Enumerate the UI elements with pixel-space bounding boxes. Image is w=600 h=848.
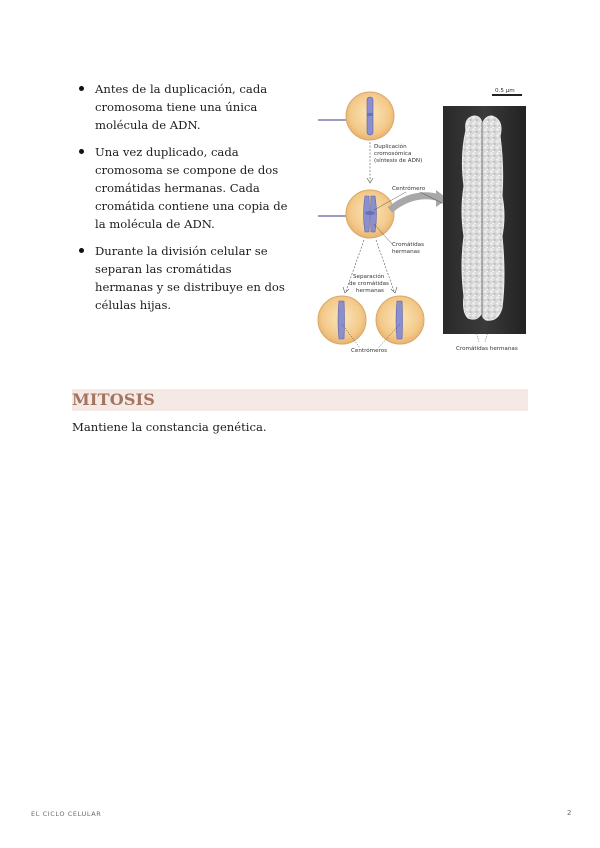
bullet-item — [76, 80, 288, 135]
centromere-label: Centrómero — [392, 186, 426, 192]
bullet-text: Antes de la duplicación, cada cromosoma tiene una única molécula de ADN. — [95, 82, 268, 133]
duplication-label: cromosómica — [374, 151, 412, 157]
bullet-dot-icon — [79, 248, 84, 253]
sem-micrograph — [443, 88, 526, 352]
magnify-arrow — [390, 196, 440, 210]
bullet-dot-icon — [79, 86, 84, 91]
bullet-item — [76, 242, 288, 315]
bullet-text: Durante la división celular se separan las cromátidas hermanas y se distribuye en dos células hijas. — [95, 243, 285, 313]
daughter-cell-left — [318, 296, 366, 344]
cell-before-duplication — [346, 92, 394, 140]
section-title: MITOSIS — [72, 390, 156, 409]
section-body: Mantiene la constancia genética. — [72, 420, 267, 434]
separation-label: hermanas — [356, 288, 384, 294]
footer-title: EL CICLO CELULAR — [31, 810, 102, 818]
separation-label: Separación — [353, 274, 385, 280]
bullet-item — [76, 143, 288, 234]
bullet-list — [76, 80, 288, 322]
page-number: 2 — [567, 809, 572, 817]
daughter-cell-right — [376, 296, 424, 344]
separation-label: de cromátidas — [349, 281, 389, 287]
sister-chromatids-label: hermanas — [392, 249, 420, 255]
sister-chromatids-bottom-label: Cromátidas hermanas — [456, 346, 518, 352]
bullet-text: Una vez duplicado, cada cromosoma se compone de dos cromátidas hermanas. Cada cromátida contiene una copia de la molécula de ADN. — [95, 144, 288, 232]
cell-after-duplication — [346, 190, 394, 238]
duplication-label: (síntesis de ADN) — [374, 158, 423, 164]
duplication-label: Duplicación — [374, 144, 407, 150]
bullet-dot-icon — [79, 149, 84, 154]
centromeres-label: Centrómeros — [351, 348, 388, 352]
sister-chromatids-label: Cromátidas — [392, 242, 425, 248]
chromosome-duplication-figure — [316, 86, 528, 352]
scale-bar-label: 0.5 µm — [495, 88, 515, 94]
